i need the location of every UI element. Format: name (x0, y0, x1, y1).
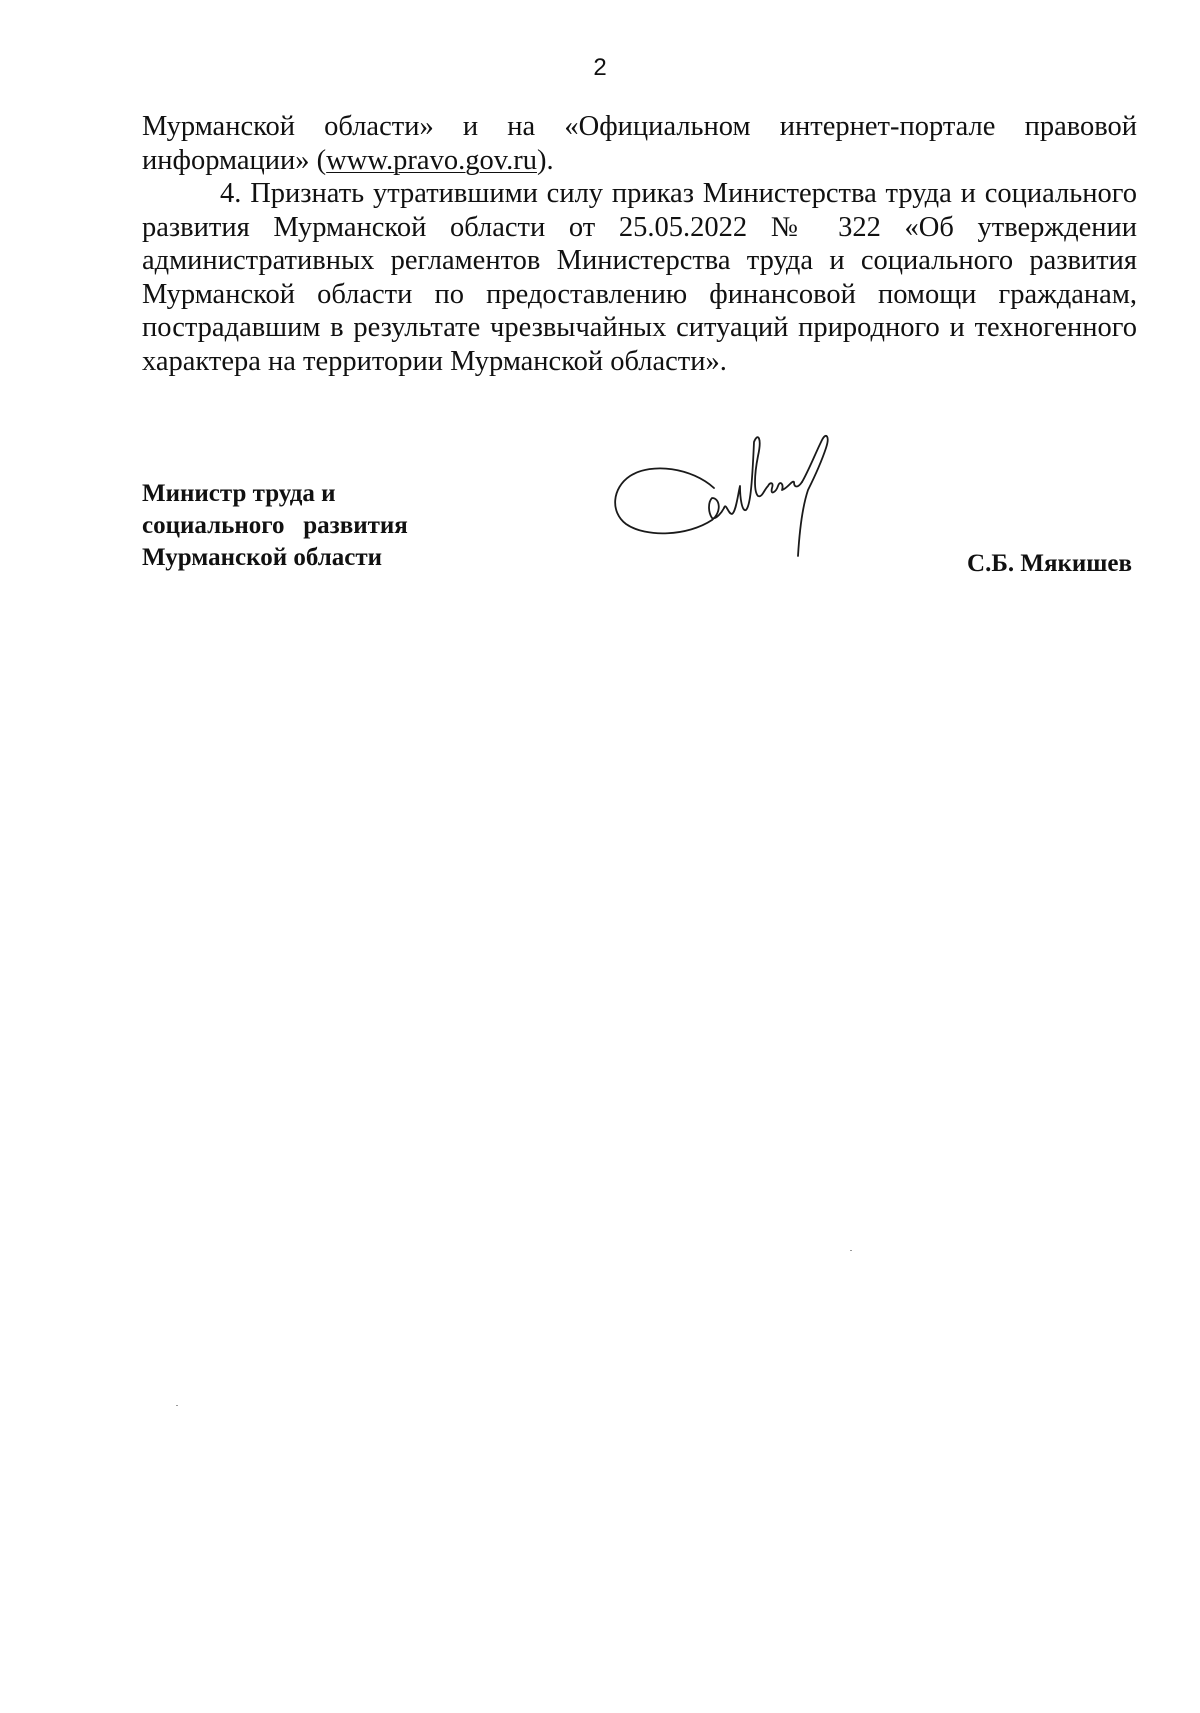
body-text (142, 110, 1137, 378)
signatory-title-line-1: Министр труда и (142, 480, 336, 507)
signatory-title-line-2: социального развития (142, 512, 408, 539)
scan-speck (176, 1405, 178, 1406)
pravo-link[interactable]: www.pravo.gov.ru (326, 144, 537, 176)
signature-tail-stroke (798, 436, 828, 556)
signature-letters-stroke (724, 437, 802, 514)
paragraph-publication-tail: ). (536, 144, 554, 176)
paragraph-publication-text: Мурманской области» и на «Официальном интернет-портале правовой информации» ( (142, 111, 1137, 176)
handwritten-signature (612, 432, 882, 572)
page-number: 2 (593, 54, 607, 81)
signatory-title (142, 478, 408, 574)
signatory-title-line-3: Мурманской области (142, 544, 383, 571)
scan-speck (850, 1250, 852, 1251)
paragraph-repeal: 4. Признать утратившими силу приказ Министерства труда и социального развития Мурманской области от 25.05.2022 № 322 «Об утверждении административных регламентов Министерства труда и социального развития Мурманской области по предоставлению финансовой помощи гражданам, пострадавшим в результате чрезвычайных ситуаций природного и техногенного характера на территории Мурманской области». (142, 178, 1137, 377)
signer-name: С.Б. Мякишев (967, 550, 1132, 577)
signature-loop-stroke (615, 468, 724, 533)
paragraph-publication (142, 110, 1137, 177)
